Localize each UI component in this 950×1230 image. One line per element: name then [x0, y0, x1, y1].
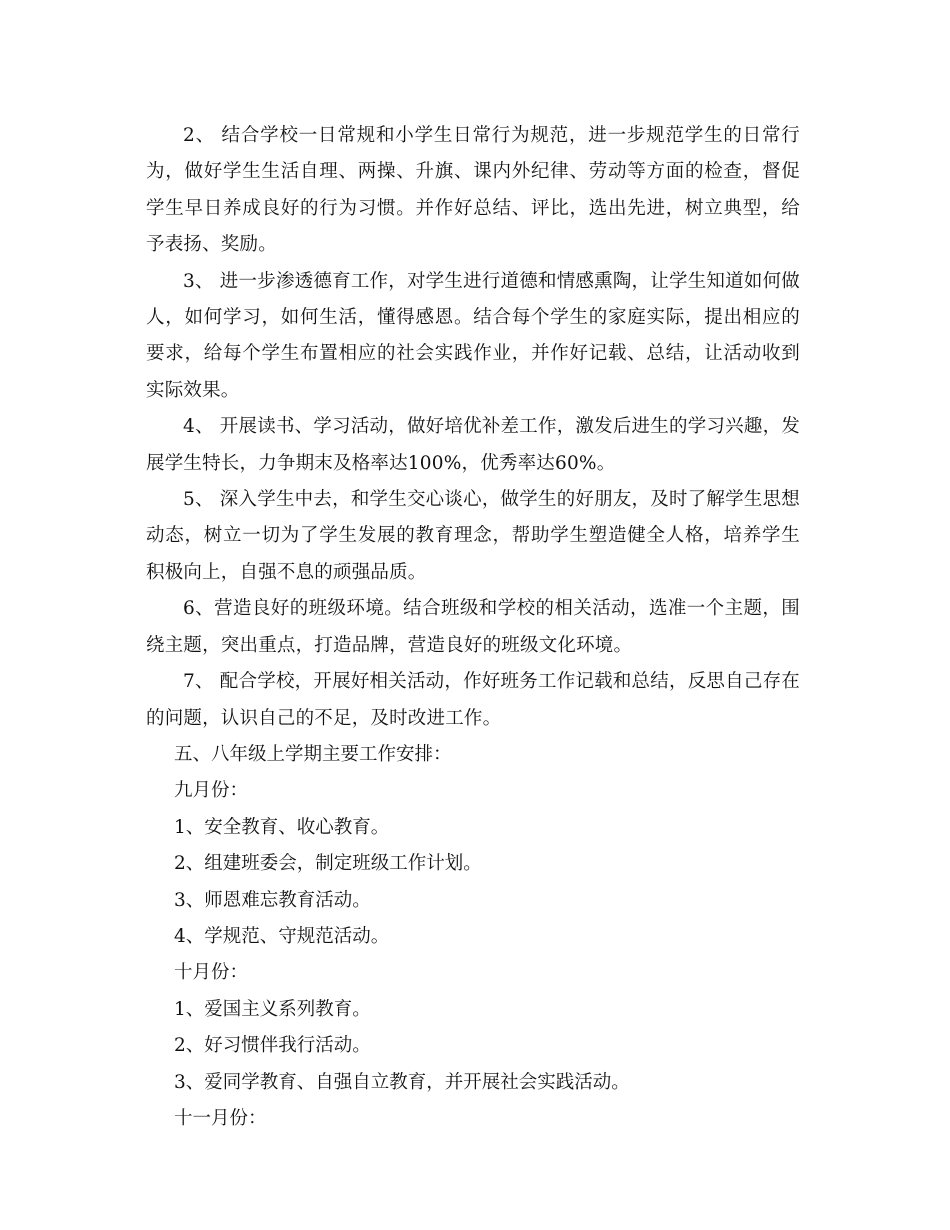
month-heading-november: 十一月份：: [174, 1107, 267, 1129]
list-item: 1、爱国主义系列教育。: [174, 998, 371, 1020]
list-item: 4、学规范、守规范活动。: [174, 925, 390, 947]
paragraph-item-2: 2、 结合学校一日常规和小学生日常行为规范，进一步规范学生的日常行为，做好学生生活自理、两操、升旗、课内外纪律、劳动等方面的检查，督促学生早日养成良好的行为习惯。并作好总结、评比，选出先进，树立典型，给予表扬、奖励。: [146, 125, 800, 256]
paragraph-item-6: 6、营造良好的班级环境。结合班级和学校的相关活动，选准一个主题，围绕主题，突出重点，打造品牌，营造良好的班级文化环境。: [146, 598, 800, 656]
list-item: 1、安全教育、收心教育。: [174, 816, 390, 838]
list-item: 2、好习惯伴我行活动。: [174, 1035, 371, 1057]
list-item: 3、师恩难忘教育活动。: [174, 889, 371, 911]
list-item: 3、爱同学教育、自强自立教育，并开展社会实践活动。: [174, 1071, 630, 1093]
paragraph-item-7: 7、 配合学校，开展好相关活动，作好班务工作记载和总结，反思自己存在的问题，认识自己的不足，及时改进工作。: [146, 671, 800, 729]
list-item: 2、组建班委会，制定班级工作计划。: [174, 853, 482, 875]
paragraph-item-4: 4、 开展读书、学习活动，做好培优补差工作，激发后进生的学习兴趣，发展学生特长，力争期末及格率达100%，优秀率达60%。: [146, 416, 800, 474]
section-heading-five: 五、八年级上学期主要工作安排：: [174, 743, 452, 765]
paragraph-item-3: 3、 进一步渗透德育工作，对学生进行道德和情感熏陶，让学生知道如何做人，如何学习，如何生活，懂得感恩。结合每个学生的家庭实际，提出相应的要求，给每个学生布置相应的社会实践作业，并作好记载、总结，让活动收到实际效果。: [146, 270, 800, 401]
paragraph-item-5: 5、 深入学生中去，和学生交心谈心，做学生的好朋友，及时了解学生思想动态，树立一切为了学生发展的教育理念，帮助学生塑造健全人格，培养学生积极向上，自强不息的顽强品质。: [146, 489, 800, 583]
month-heading-september: 九月份：: [174, 780, 249, 802]
month-heading-october: 十月份：: [174, 962, 249, 984]
